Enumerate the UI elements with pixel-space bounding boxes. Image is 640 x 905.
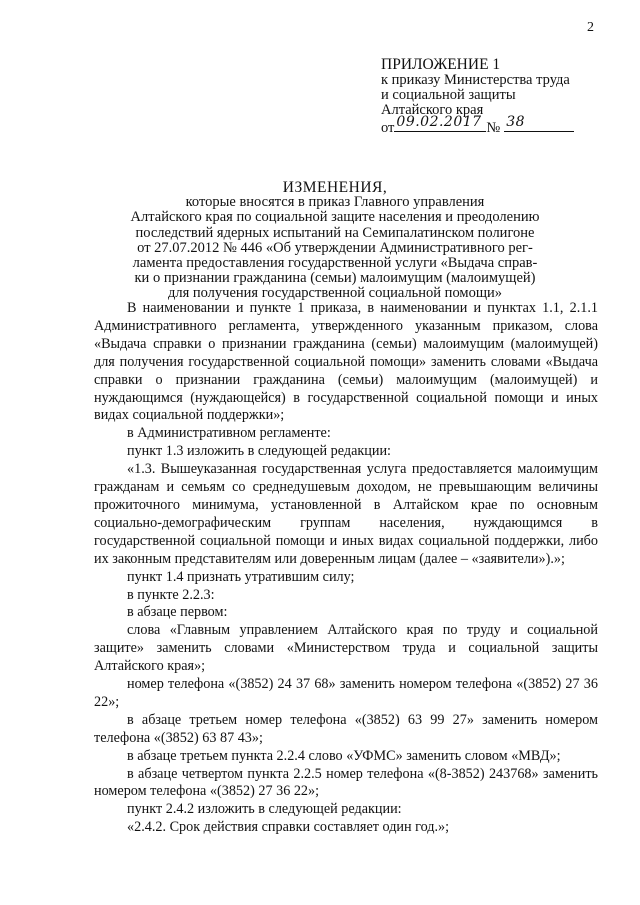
- paragraph: В наименовании и пункте 1 приказа, в наименовании и пунктах 1.1, 2.1.1 Административного регламента, утвержденного указанным приказом, слова «Выдача справки о признании гражданина (семьи) малоимущим (малоимущей) для получения государственной социальной помощи» заменить словами «Выдача справки о признании гражданина (семьи) малоимущим (малоимущей) и нуждающимся (нуждающейся) в государственной социальной помощи и иных видах социальной поддержки»;: [94, 300, 598, 424]
- annex-title: ПРИЛОЖЕНИЕ 1: [381, 56, 501, 73]
- paragraph: в абзаце первом:: [127, 604, 228, 621]
- paragraph: в абзаце третьем номер телефона «(3852) 63 99 27» заменить номером телефона «(3852) 63 87 43»;: [94, 711, 598, 746]
- number-prefix: №: [486, 120, 501, 136]
- annex-date-line: [381, 114, 574, 136]
- document-header: [100, 180, 570, 302]
- document-body: [94, 300, 598, 837]
- paragraph: в абзаце третьем пункта 2.2.4 слово «УФМС» заменить словом «МВД»;: [127, 747, 561, 764]
- header-line-2: Алтайского края по социальной защите населения и преодолению: [130, 209, 540, 226]
- paragraph: пункт 2.4.2 изложить в следующей редакции:: [127, 801, 402, 818]
- document-title: ИЗМЕНЕНИЯ,: [282, 179, 388, 196]
- date-field: [394, 114, 486, 132]
- header-line-3: последствий ядерных испытаний на Семипалатинском полигоне: [135, 224, 535, 241]
- annex-line-2: и социальной защиты: [381, 87, 516, 103]
- paragraph: пункт 1.3 изложить в следующей редакции:: [127, 443, 391, 460]
- annex-line-3: Алтайского края: [381, 102, 484, 118]
- number-handwritten: 38: [506, 114, 526, 130]
- paragraph: в пункте 2.2.3:: [127, 586, 215, 603]
- paragraph: пункт 1.4 признать утратившим силу;: [127, 568, 355, 585]
- annex-line-1: к приказу Министерства труда: [381, 72, 570, 88]
- annex-block: [381, 57, 574, 136]
- date-prefix: от: [381, 120, 395, 136]
- header-line-4: от 27.07.2012 № 446 «Об утверждении Административного рег-: [137, 239, 533, 256]
- date-handwritten: 09.02.2017: [396, 114, 482, 130]
- paragraph: слова «Главным управлением Алтайского края по труду и социальной защите» заменить словами «Министерством труда и социальной защиты Алтайского края»;: [94, 622, 598, 675]
- paragraph: «1.3. Вышеуказанная государственная услуга предоставляется малоимущим гражданам и семьям со среднедушевым доходом, не превышающим величины прожиточного минимума, установленной в Алтайском крае по основным социально-демографическим группам населения, нуждающимся в государственной социальной помощи и иных видах социальной поддержки, либо их законным представителям или доверенным лицам (далее – «заявители»).»;: [94, 461, 598, 567]
- header-line-5: ламента предоставления государственной услуги «Выдача справ-: [132, 255, 538, 272]
- header-line-6: ки о признании гражданина (семьи) малоимущим (малоимущей): [134, 270, 536, 287]
- page-number: 2: [587, 20, 594, 35]
- paragraph: номер телефона «(3852) 24 37 68» заменить номером телефона «(3852) 27 36 22»;: [94, 676, 598, 710]
- number-field: [504, 114, 574, 132]
- header-line-7: для получения государственной социальной помощи»: [167, 285, 503, 302]
- paragraph: в абзаце четвертом пункта 2.2.5 номер телефона «(8-3852) 243768» заменить номером телефона «(3852) 27 36 22»;: [94, 765, 598, 800]
- paragraph: в Административном регламенте:: [127, 425, 331, 442]
- header-line-1: которые вносятся в приказ Главного управления: [185, 194, 485, 211]
- paragraph: «2.4.2. Срок действия справки составляет один год.»;: [127, 819, 450, 836]
